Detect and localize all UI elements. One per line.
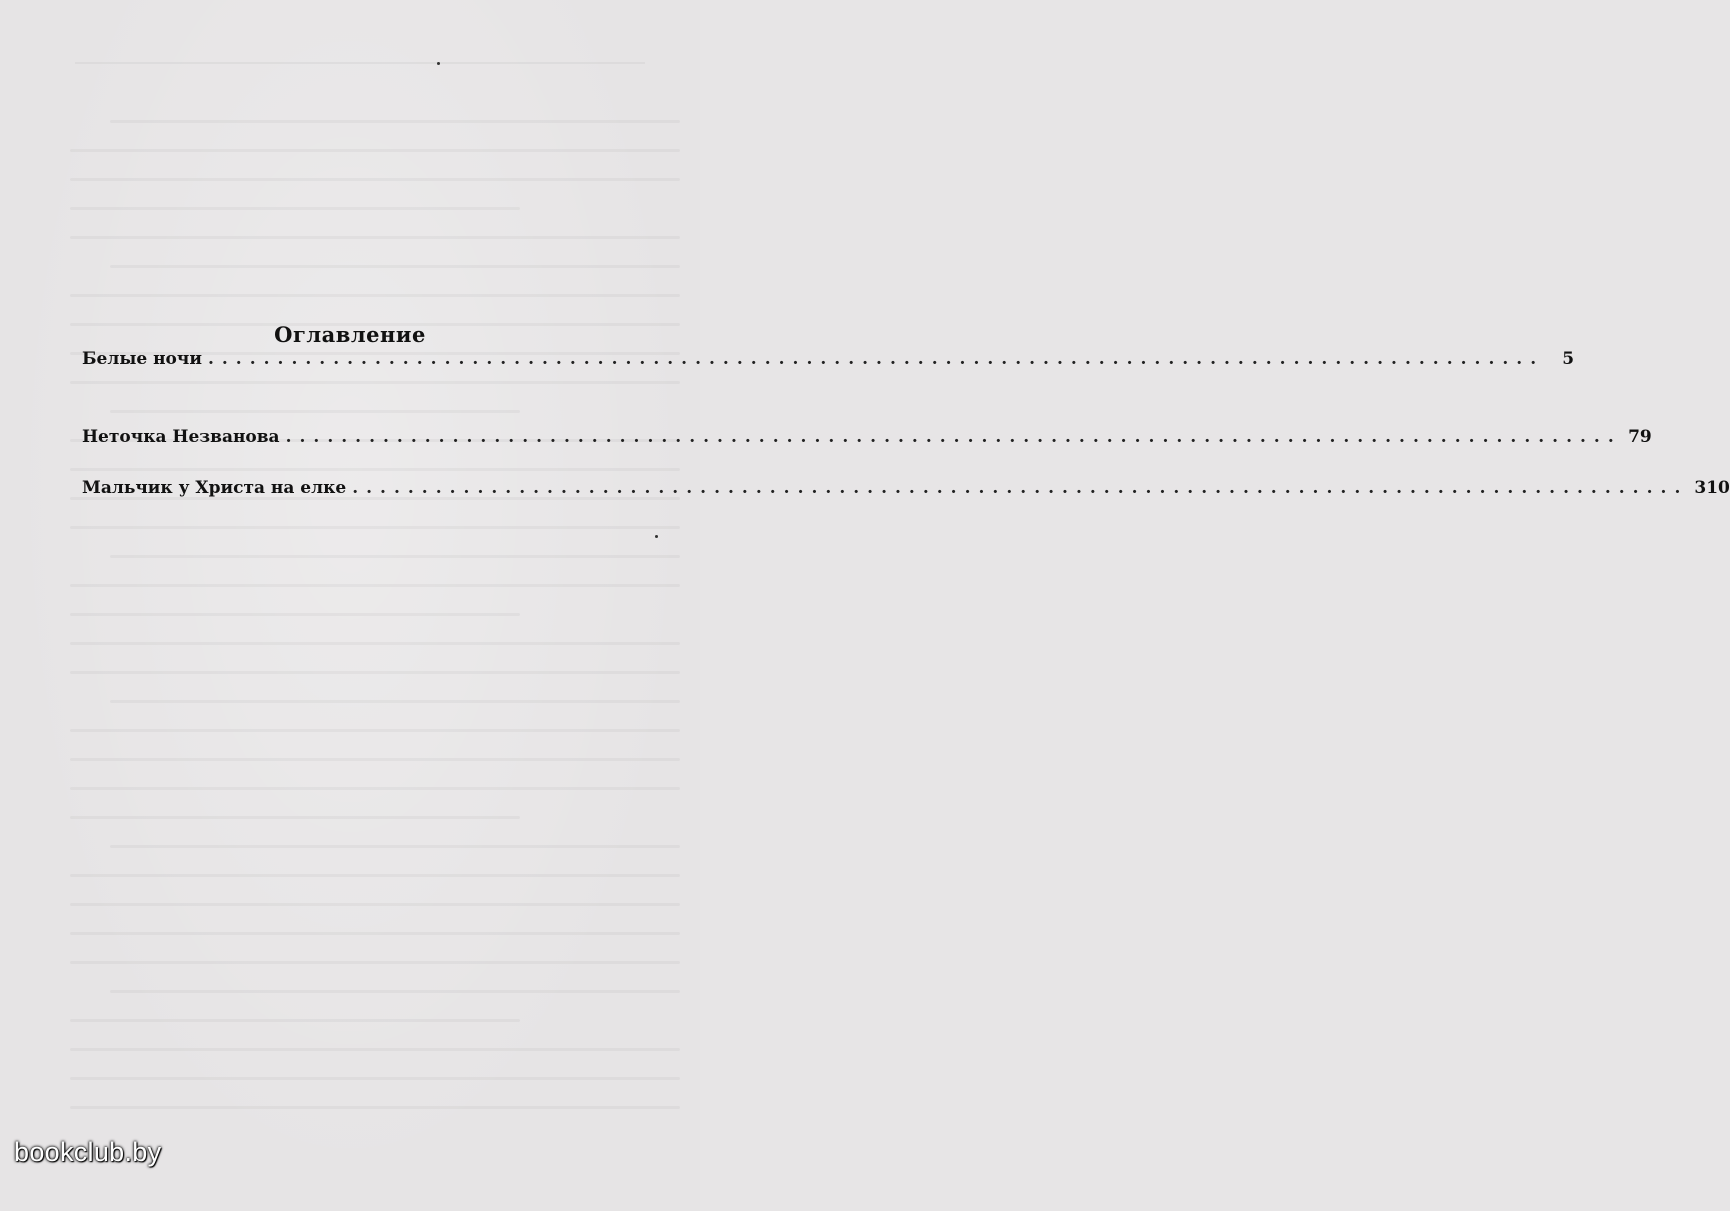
show-through-line	[110, 700, 680, 703]
show-through-line	[110, 555, 680, 558]
show-through-line	[70, 149, 680, 152]
dot-leader: ................................................................................................	[285, 427, 1622, 447]
watermark-logo: bookclub.by	[14, 1137, 162, 1167]
show-through-line	[70, 1019, 520, 1022]
show-through-line	[70, 787, 680, 790]
show-through-line	[70, 874, 680, 877]
show-through-line	[70, 1048, 680, 1051]
dot-leader: ................................................................................................	[207, 349, 1545, 369]
toc-heading: Оглавление	[274, 322, 426, 347]
show-through-line	[70, 381, 680, 384]
show-through-line	[70, 642, 680, 645]
dot-leader: ................................................................................................	[352, 478, 1689, 498]
show-through-line	[70, 932, 680, 935]
show-through-line	[70, 584, 680, 587]
show-through-line	[70, 758, 680, 761]
show-through-line	[70, 207, 520, 210]
show-through-line	[110, 120, 680, 123]
toc-entry-title: Мальчик у Христа на елке	[82, 478, 347, 498]
show-through-line	[110, 410, 520, 413]
show-through-line	[70, 294, 680, 297]
toc-entry-page: 5	[1562, 349, 1575, 369]
show-through-line	[110, 845, 680, 848]
show-through-line	[70, 613, 520, 616]
paper-speck	[437, 62, 440, 65]
show-through-line	[110, 990, 680, 993]
show-through-line	[70, 1077, 680, 1080]
show-through-line	[70, 671, 680, 674]
show-through-line	[70, 729, 680, 732]
show-through-line	[110, 265, 680, 268]
toc-entry-page: 310	[1694, 478, 1730, 498]
show-through-line	[70, 526, 680, 529]
show-through-line	[70, 178, 680, 181]
toc-entry[interactable]	[82, 478, 1730, 498]
show-through-line	[70, 816, 520, 819]
toc-entry-title: Белые ночи	[82, 349, 202, 369]
show-through-line	[70, 1106, 680, 1109]
toc-entry[interactable]	[82, 349, 1575, 369]
toc-entry-title: Неточка Незванова	[82, 427, 280, 447]
show-through-line	[70, 903, 680, 906]
paper-speck	[655, 535, 658, 538]
toc-entry-page: 79	[1628, 427, 1652, 447]
show-through-line	[70, 236, 680, 239]
show-through-running-head	[75, 62, 645, 64]
show-through-line	[70, 468, 680, 471]
toc-entry[interactable]	[82, 427, 1652, 447]
show-through-line	[70, 961, 680, 964]
